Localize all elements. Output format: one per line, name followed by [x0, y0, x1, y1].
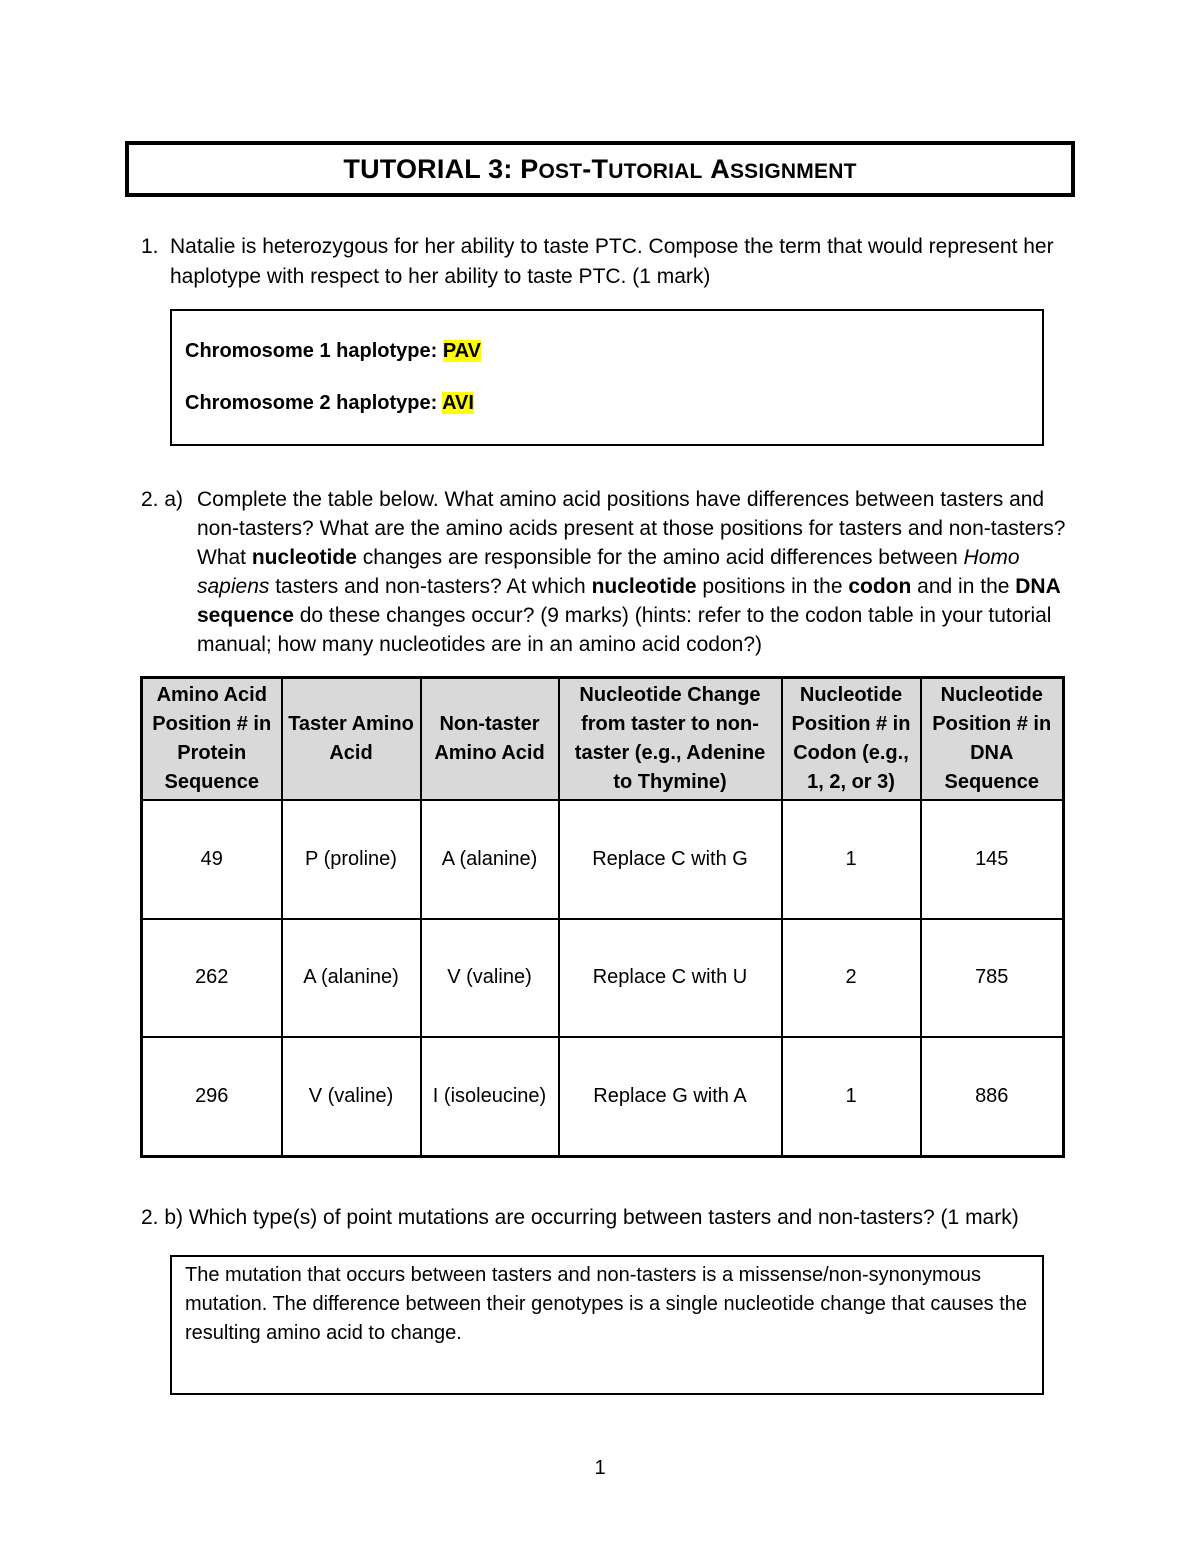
table-cell: 886 [921, 1037, 1064, 1156]
page-number: 1 [594, 1457, 606, 1479]
table-cell: P (proline) [282, 800, 421, 919]
table-cell: A (alanine) [282, 919, 421, 1038]
mutation-table [140, 676, 1065, 1158]
table-cell: 262 [142, 919, 282, 1038]
header-codon-position: Nucleotide Position # in Codon (e.g., 1, 2, or 3) [782, 678, 921, 801]
table-cell: 296 [142, 1037, 282, 1156]
title-post: POST [520, 153, 583, 184]
table-cell: 49 [142, 800, 282, 919]
chromosome-2-haplotype [185, 392, 474, 415]
question-2b-text: 2. b) Which type(s) of point mutations are occurring between tasters and non-tasters? (1 mark) [141, 1206, 1019, 1229]
title-dash: - [582, 153, 592, 184]
table-cell: 1 [782, 800, 921, 919]
title-assignment: ASSIGNMENT [710, 153, 857, 184]
page-title [125, 141, 1075, 197]
table-cell: V (valine) [282, 1037, 421, 1156]
table-cell: Replace G with A [559, 1037, 782, 1156]
table-row [142, 919, 1064, 1038]
table-row [142, 800, 1064, 919]
table-cell: 1 [782, 1037, 921, 1156]
table-cell: Replace C with G [559, 800, 782, 919]
question-2a-text: Complete the table below. What amino acid positions have differences between tasters and non-tasters? What are the amino acids present at those positions for tasters and non-tasters? What nucleotide changes are responsible for the amino acid differences between Homo sapiens tasters and non-tasters? At which nucleotide positions in the codon and in the DNA sequence do these changes occur? (9 marks) (hints: refer to the codon table in your tutorial manual; how many nucleotides are in an amino acid codon?) [197, 488, 1066, 656]
chromosome-2-value: AVI [442, 392, 474, 414]
table-cell: V (valine) [421, 919, 559, 1038]
table-cell: 2 [782, 919, 921, 1038]
header-non-taster-amino-acid: Non-taster Amino Acid [421, 678, 559, 801]
table-cell: I (isoleucine) [421, 1037, 559, 1156]
question-2b-answer-text: The mutation that occurs between tasters and non-tasters is a missense/non-synonymous mutation. The difference between their genotypes is a single nucleotide change that causes the resulting amino acid to change. [185, 1264, 1028, 1344]
chromosome-1-value: PAV [442, 340, 481, 362]
question-2a [141, 485, 1071, 659]
question-1-number: 1. [141, 235, 159, 258]
table-cell: 785 [921, 919, 1064, 1038]
chromosome-1-label: Chromosome 1 haplotype: [185, 340, 438, 362]
header-nucleotide-change: Nucleotide Change from taster to non-taster (e.g., Adenine to Thymine) [559, 678, 782, 801]
question-1-text: Natalie is heterozygous for her ability to taste PTC. Compose the term that would represent her haplotype with respect to her ability to taste PTC. (1 mark) [170, 235, 1054, 288]
question-1 [141, 232, 1081, 292]
table-cell: A (alanine) [421, 800, 559, 919]
chromosome-1-haplotype [185, 340, 481, 363]
title-tutorial: TUTORIAL [591, 153, 703, 184]
header-amino-acid-position: Amino Acid Position # in Protein Sequence [142, 678, 282, 801]
chromosome-2-label: Chromosome 2 haplotype: [185, 392, 438, 414]
title-main: TUTORIAL 3: [343, 153, 513, 184]
question-2b-answer-box [170, 1255, 1044, 1395]
table-row [142, 1037, 1064, 1156]
header-dna-position: Nucleotide Position # in DNA Sequence [921, 678, 1064, 801]
question-2a-label: 2. a) [141, 488, 184, 511]
table-header-row [142, 678, 1064, 801]
question-1-answer-box [170, 309, 1044, 446]
table-cell: 145 [921, 800, 1064, 919]
header-taster-amino-acid: Taster Amino Acid [282, 678, 421, 801]
table-cell: Replace C with U [559, 919, 782, 1038]
